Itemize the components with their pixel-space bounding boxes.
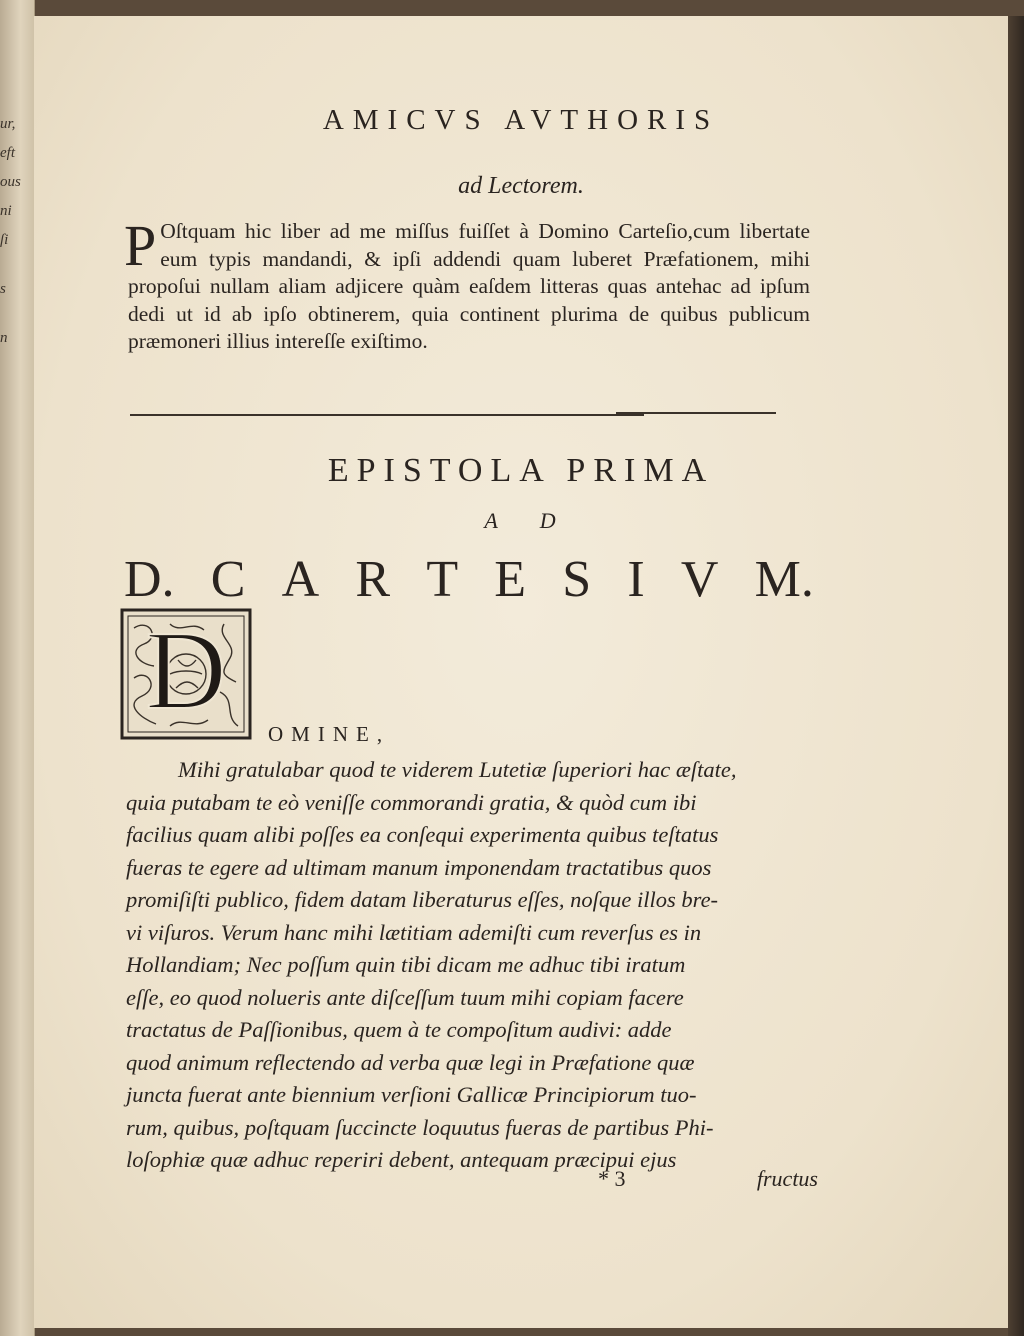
text-line: juncta fuerat ante biennium verſioni Gallicæ Principiorum tuo- <box>126 1082 697 1107</box>
margin-fragment: n <box>0 330 8 346</box>
recipient-letter: T <box>426 551 459 608</box>
recipient-letter: A <box>281 551 320 608</box>
text-line: eſſe, eo quod nolueris ante diſceſſum tuum mihi copiam facere <box>126 984 684 1010</box>
text-line: quod animum reflectendo ad verba quæ legi in Præfatione quæ <box>126 1049 695 1075</box>
recipient-letter: E <box>494 551 527 608</box>
epistle-recipient <box>124 550 814 609</box>
signature-mark: * 3 <box>598 1166 626 1191</box>
recipient-letter: I <box>627 551 645 608</box>
page-subheading: ad Lectorem. <box>458 173 584 199</box>
divider-rule <box>130 414 644 416</box>
svg-text:D: D <box>145 609 227 733</box>
margin-fragment: ni <box>0 203 12 219</box>
epistle-title: EPISTOLA PRIMA <box>327 452 715 489</box>
left-page-edge <box>0 0 35 1336</box>
text-line: facilius quam alibi poſſes ea conſequi experimenta quibus teſtatus <box>126 822 719 847</box>
text-line: promiſiſti publico, fidem datam liberaturus eſſes, noſque illos bre- <box>126 887 719 912</box>
text-line: vi viſuros. Verum hanc mihi lætitiam ademiſti cum reverſus es in <box>126 919 702 945</box>
margin-fragment: ur, <box>0 116 16 132</box>
preface-initial: P <box>124 213 157 278</box>
right-page-edge <box>1008 16 1024 1336</box>
margin-fragment: eft <box>0 145 15 161</box>
text-line: Hollandiam; Nec poſſum quin tibi dicam me adhuc tibi iratum <box>126 952 686 977</box>
epistle-body <box>126 754 818 1177</box>
recipient-letter: C <box>210 551 246 608</box>
book-page <box>34 16 1008 1328</box>
catchword: fructus <box>756 1166 818 1191</box>
text-line: tractatus de Paſſionibus, quem à te compoſitum audivi: adde <box>126 1017 672 1042</box>
left-page-margin-text <box>0 110 21 353</box>
divider-rule <box>616 412 776 414</box>
text-line: loſophiæ quæ adhuc reperiri debent, antequam præcipui ejus <box>126 1147 677 1172</box>
margin-fragment: ſi <box>0 232 9 248</box>
recipient-letter: V <box>680 551 719 608</box>
text-line: fueras te egere ad ultimam manum imponendam tractatibus quos <box>126 854 712 880</box>
salutation: OMINE, <box>268 722 391 746</box>
preface-text: Oſtquam hic liber ad me miſſus fuiſſet à Domino Carteſio,cum libertate eum typis mandandi, & ipſi addendi quam luberet Præfationem, mihi propoſui nullam aliam adjicere quàm eaſdem litteras quas antehac ad ipſum dedi ut id ab ipſo obtinerem, quia continent plurima de quibus publicum præmoneri illius intereſſe exiſtimo. <box>128 219 810 353</box>
recipient-letter: D. <box>124 551 175 608</box>
recipient-letter: S <box>562 551 592 608</box>
page-heading: AMICVS AVTHORIS <box>322 104 720 136</box>
epistle-ad: AD <box>484 508 598 533</box>
text-line: rum, quibus, poſtquam ſuccincte loquutus fueras de partibus Phi- <box>126 1114 714 1140</box>
recipient-letter: M. <box>754 551 814 608</box>
decorated-initial-icon <box>120 608 252 740</box>
margin-fragment: s <box>0 281 6 297</box>
text-line: Mihi gratulabar quod te viderem Lutetiæ ſuperiori hac æſtate, <box>178 757 737 782</box>
text-line: quia putabam te eò veniſſe commorandi gratia, & quòd cum ibi <box>126 789 697 815</box>
margin-fragment: ous <box>0 174 21 190</box>
preface-paragraph <box>124 213 810 356</box>
recipient-letter: R <box>355 551 391 608</box>
